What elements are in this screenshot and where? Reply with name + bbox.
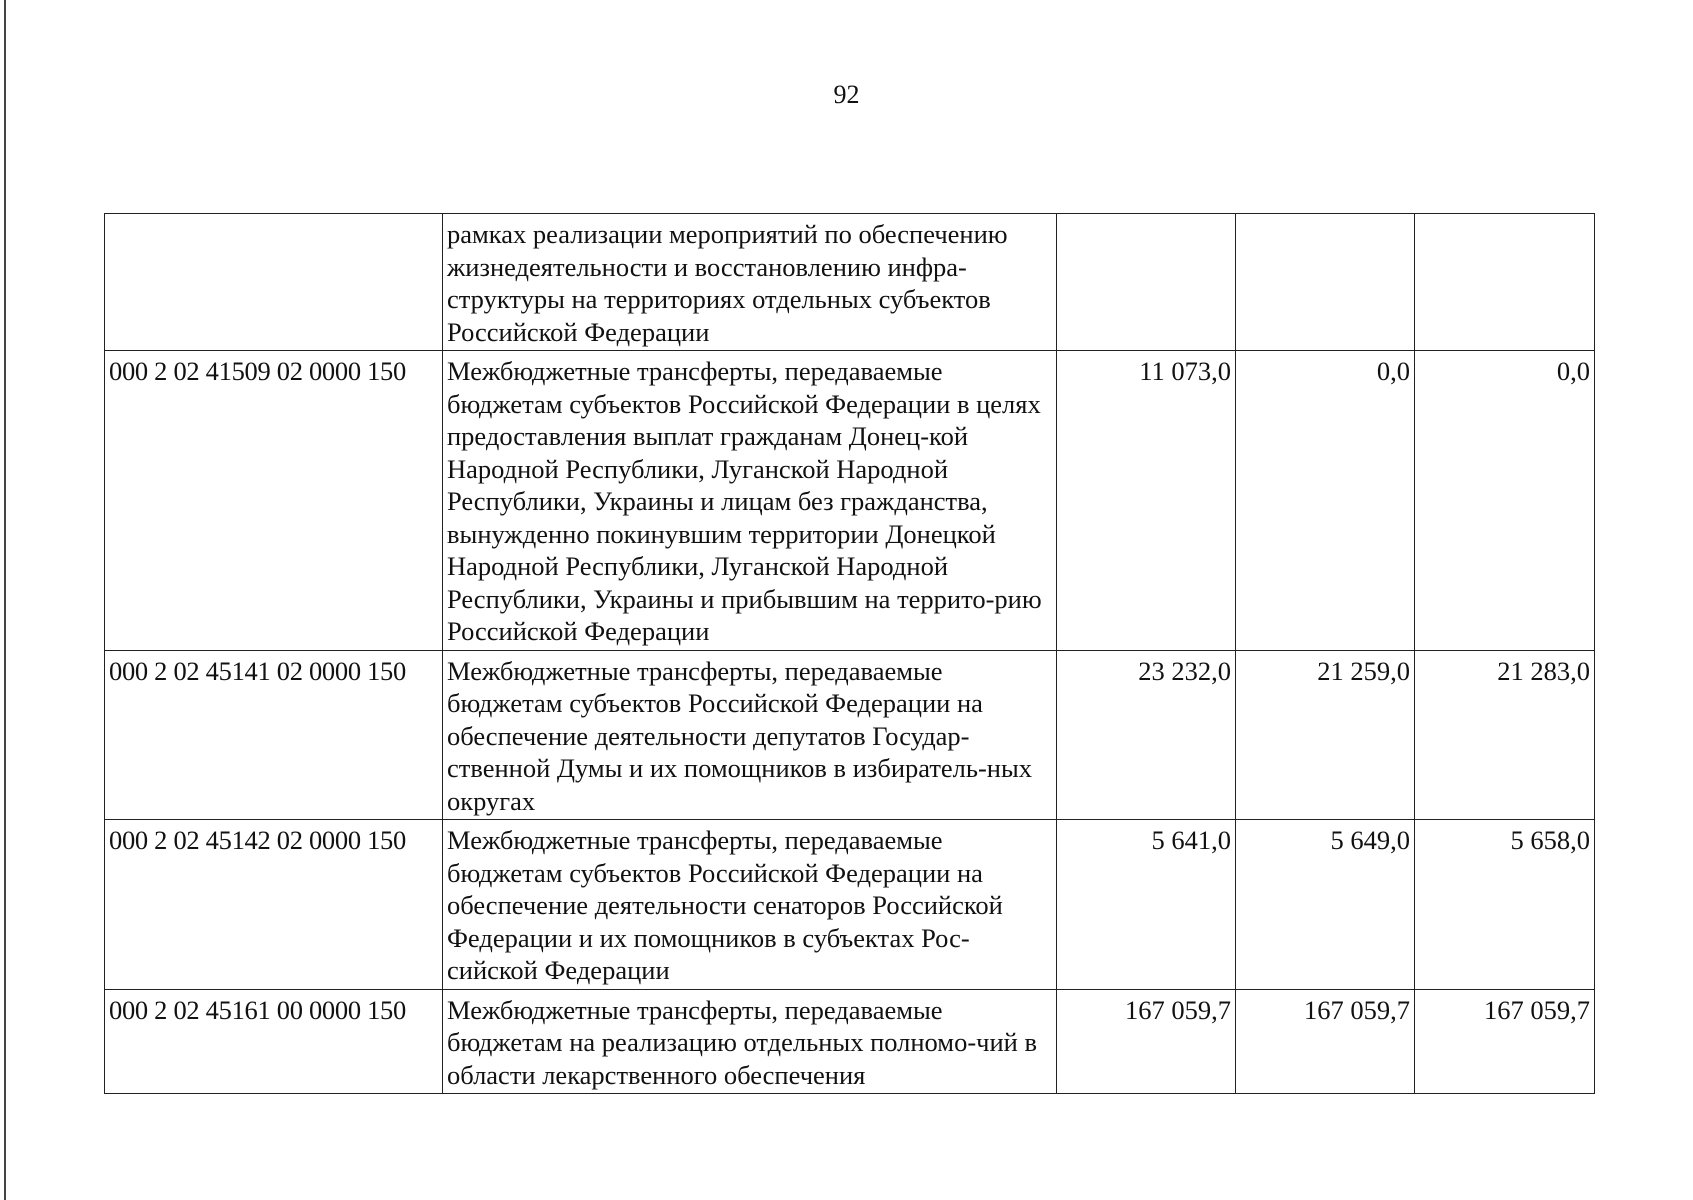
amount-year-1-cell: 23 232,0 — [1057, 650, 1236, 820]
table-row — [105, 214, 1595, 351]
budget-code-cell: 000 2 02 45141 02 0000 150 — [105, 650, 443, 820]
budget-code-cell: 000 2 02 45161 00 0000 150 — [105, 989, 443, 1094]
amount-year-2-cell: 21 259,0 — [1236, 650, 1415, 820]
table-row — [105, 351, 1595, 651]
description-cell: Межбюджетные трансферты, передаваемые бюджетам субъектов Российской Федерации на обеспечение деятельности сенаторов Российской Федерации и их помощников в субъектах Рос-сийской Федерации — [443, 820, 1057, 990]
scan-edge-line — [4, 0, 6, 1200]
table-row — [105, 650, 1595, 820]
description-cell: Межбюджетные трансферты, передаваемые бюджетам на реализацию отдельных полномо-чий в области лекарственного обеспечения — [443, 989, 1057, 1094]
amount-year-1-cell: 167 059,7 — [1057, 989, 1236, 1094]
amount-year-3-cell: 5 658,0 — [1415, 820, 1595, 990]
amount-year-3-cell: 167 059,7 — [1415, 989, 1595, 1094]
amount-year-2-cell: 5 649,0 — [1236, 820, 1415, 990]
amount-year-3-cell: 21 283,0 — [1415, 650, 1595, 820]
budget-code-cell: 000 2 02 41509 02 0000 150 — [105, 351, 443, 651]
budget-revenue-table — [104, 213, 1595, 1094]
amount-year-1-cell: 5 641,0 — [1057, 820, 1236, 990]
amount-year-3-cell: 0,0 — [1415, 351, 1595, 651]
budget-code-cell — [105, 214, 443, 351]
amount-year-1-cell — [1057, 214, 1236, 351]
table-row — [105, 989, 1595, 1094]
budget-code-cell: 000 2 02 45142 02 0000 150 — [105, 820, 443, 990]
table-row — [105, 820, 1595, 990]
description-cell: Межбюджетные трансферты, передаваемые бюджетам субъектов Российской Федерации на обеспечение деятельности депутатов Государ-ственной Думы и их помощников в избиратель-ных округах — [443, 650, 1057, 820]
amount-year-3-cell — [1415, 214, 1595, 351]
description-cell: рамках реализации мероприятий по обеспечению жизнедеятельности и восстановлению инфра-структуры на территориях отдельных субъектов Российской Федерации — [443, 214, 1057, 351]
amount-year-2-cell: 0,0 — [1236, 351, 1415, 651]
amount-year-1-cell: 11 073,0 — [1057, 351, 1236, 651]
description-cell: Межбюджетные трансферты, передаваемые бюджетам субъектов Российской Федерации в целях предоставления выплат гражданам Донец-кой Народной Республики, Луганской Народной Республики, Украины и лицам без гражданства, вынужденно покинувшим территории Донецкой Народной Республики, Луганской Народной Республики, Украины и прибывшим на террито-рию Российской Федерации — [443, 351, 1057, 651]
page-number: 92 — [833, 80, 860, 109]
amount-year-2-cell — [1236, 214, 1415, 351]
amount-year-2-cell: 167 059,7 — [1236, 989, 1415, 1094]
